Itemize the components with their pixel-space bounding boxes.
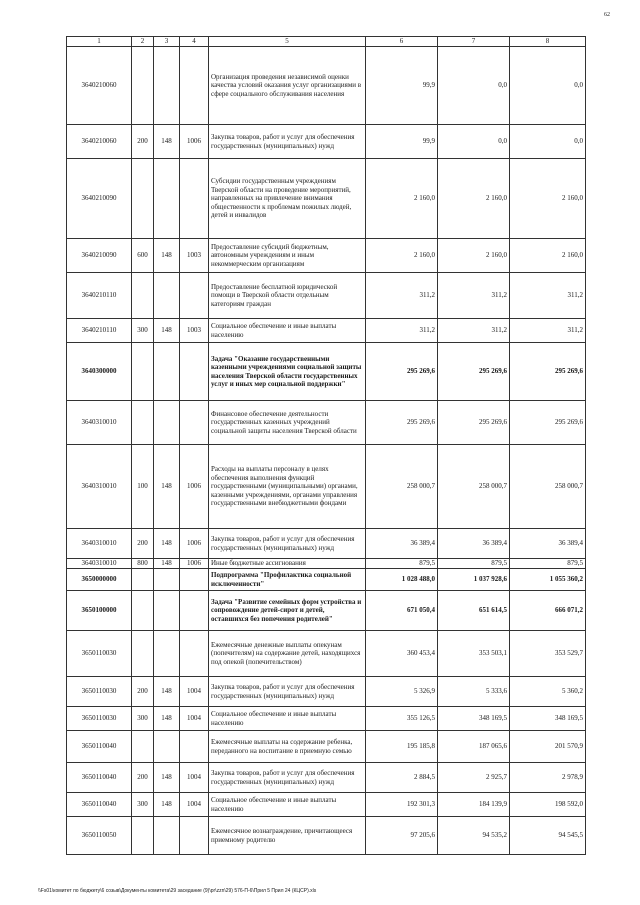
row-amount-7: 0,0 (438, 47, 510, 125)
row-expense-type: 200 (132, 529, 154, 559)
row-department (154, 401, 180, 445)
row-expense-type (132, 159, 154, 239)
row-amount-7: 1 037 928,6 (438, 569, 510, 591)
row-section (180, 47, 209, 125)
row-amount-8: 311,2 (510, 273, 586, 319)
row-department: 148 (154, 707, 180, 731)
row-section: 1004 (180, 677, 209, 707)
table-row (67, 239, 586, 273)
row-description: Ежемесячные денежные выплаты опекунам (попечителям) на содержание детей, находящихся под опекой (попечительством) (209, 631, 366, 677)
budget-table (66, 36, 586, 855)
row-expense-type (132, 731, 154, 763)
row-department (154, 817, 180, 855)
row-amount-6: 360 453,4 (366, 631, 438, 677)
row-amount-7: 2 160,0 (438, 159, 510, 239)
table-row (67, 677, 586, 707)
row-department: 148 (154, 763, 180, 793)
column-header-1: 1 (67, 37, 132, 47)
row-description: Задача "Развитие семейных форм устройства и сопровождение детей-сирот и детей, оставшихся без попечения родителей" (209, 591, 366, 631)
row-amount-8: 0,0 (510, 47, 586, 125)
column-header-5: 5 (209, 37, 366, 47)
row-code: 3650000000 (67, 569, 132, 591)
table-row (67, 631, 586, 677)
row-expense-type: 300 (132, 793, 154, 817)
row-expense-type: 600 (132, 239, 154, 273)
table-row (67, 343, 586, 401)
row-amount-7: 2 925,7 (438, 763, 510, 793)
row-description: Социальное обеспечение и иные выплаты населению (209, 319, 366, 343)
row-amount-6: 295 269,6 (366, 401, 438, 445)
row-department (154, 569, 180, 591)
row-code: 3640310010 (67, 529, 132, 559)
table-row (67, 559, 586, 569)
row-section (180, 159, 209, 239)
row-amount-7: 258 000,7 (438, 445, 510, 529)
row-section: 1006 (180, 125, 209, 159)
row-section: 1004 (180, 793, 209, 817)
row-amount-7: 295 269,6 (438, 401, 510, 445)
row-department: 148 (154, 559, 180, 569)
row-description: Ежемесячные выплаты на содержание ребенка, переданного на воспитание в приемную семью (209, 731, 366, 763)
row-amount-8: 258 000,7 (510, 445, 586, 529)
row-section: 1003 (180, 319, 209, 343)
row-description: Социальное обеспечение и иные выплаты населению (209, 793, 366, 817)
row-code: 3650100000 (67, 591, 132, 631)
row-amount-7: 5 333,6 (438, 677, 510, 707)
row-description: Финансовое обеспечение деятельности государственных казенных учреждений социальной защиты населения Тверской области (209, 401, 366, 445)
table-row (67, 319, 586, 343)
row-code: 3650110030 (67, 707, 132, 731)
row-code: 3640310010 (67, 401, 132, 445)
row-code: 3640310010 (67, 559, 132, 569)
row-description: Подпрограмма "Профилактика социальной исключенности" (209, 569, 366, 591)
row-amount-8: 311,2 (510, 319, 586, 343)
row-expense-type: 200 (132, 125, 154, 159)
table-row (67, 793, 586, 817)
row-section (180, 569, 209, 591)
row-department (154, 47, 180, 125)
row-amount-6: 258 000,7 (366, 445, 438, 529)
row-expense-type (132, 273, 154, 319)
row-section (180, 731, 209, 763)
row-expense-type: 800 (132, 559, 154, 569)
row-code: 3640310010 (67, 445, 132, 529)
row-expense-type (132, 343, 154, 401)
table-row (67, 445, 586, 529)
row-section: 1004 (180, 763, 209, 793)
row-amount-6: 36 389,4 (366, 529, 438, 559)
row-department: 148 (154, 677, 180, 707)
column-header-2: 2 (132, 37, 154, 47)
row-description: Расходы на выплаты персоналу в целях обеспечения выполнения функций государственными (муниципальными) органами, казенными учреждениями, органами управления государственными внебюджетными фондами (209, 445, 366, 529)
row-code: 3650110040 (67, 763, 132, 793)
row-amount-7: 879,5 (438, 559, 510, 569)
row-expense-type: 100 (132, 445, 154, 529)
row-expense-type (132, 631, 154, 677)
row-code: 3640210060 (67, 125, 132, 159)
row-amount-7: 2 160,0 (438, 239, 510, 273)
row-amount-8: 666 071,2 (510, 591, 586, 631)
row-amount-7: 295 269,6 (438, 343, 510, 401)
row-amount-7: 348 169,5 (438, 707, 510, 731)
row-amount-6: 99,9 (366, 47, 438, 125)
column-header-4: 4 (180, 37, 209, 47)
row-section: 1003 (180, 239, 209, 273)
row-amount-7: 184 139,9 (438, 793, 510, 817)
row-amount-8: 0,0 (510, 125, 586, 159)
row-code: 3650110050 (67, 817, 132, 855)
table-row (67, 125, 586, 159)
column-header-8: 8 (510, 37, 586, 47)
row-description: Иные бюджетные ассигнования (209, 559, 366, 569)
row-expense-type: 200 (132, 677, 154, 707)
row-expense-type (132, 591, 154, 631)
row-amount-6: 295 269,6 (366, 343, 438, 401)
table-row (67, 47, 586, 125)
row-amount-6: 671 050,4 (366, 591, 438, 631)
row-code: 3640210090 (67, 239, 132, 273)
row-code: 3650110030 (67, 677, 132, 707)
row-code: 3650110030 (67, 631, 132, 677)
row-amount-8: 295 269,6 (510, 401, 586, 445)
row-code: 3640210090 (67, 159, 132, 239)
table-row (67, 273, 586, 319)
row-expense-type (132, 817, 154, 855)
row-amount-8: 295 269,6 (510, 343, 586, 401)
row-amount-8: 2 978,9 (510, 763, 586, 793)
row-amount-6: 311,2 (366, 319, 438, 343)
row-department (154, 159, 180, 239)
row-description: Закупка товаров, работ и услуг для обеспечения государственных (муниципальных) нужд (209, 677, 366, 707)
row-section: 1006 (180, 445, 209, 529)
row-expense-type (132, 47, 154, 125)
row-amount-8: 2 160,0 (510, 239, 586, 273)
row-expense-type: 300 (132, 707, 154, 731)
row-description: Предоставление бесплатной юридической помощи в Тверской области отдельным категориям граждан (209, 273, 366, 319)
row-amount-6: 97 205,6 (366, 817, 438, 855)
row-expense-type (132, 569, 154, 591)
row-amount-7: 651 614,5 (438, 591, 510, 631)
row-amount-8: 201 570,9 (510, 731, 586, 763)
row-description: Закупка товаров, работ и услуг для обеспечения государственных (муниципальных) нужд (209, 125, 366, 159)
table-header-row (67, 37, 586, 47)
row-amount-7: 36 389,4 (438, 529, 510, 559)
row-amount-8: 353 529,7 (510, 631, 586, 677)
row-amount-6: 2 160,0 (366, 159, 438, 239)
row-department: 148 (154, 125, 180, 159)
row-amount-8: 5 360,2 (510, 677, 586, 707)
row-amount-6: 99,9 (366, 125, 438, 159)
row-amount-6: 2 160,0 (366, 239, 438, 273)
row-section (180, 631, 209, 677)
row-amount-7: 0,0 (438, 125, 510, 159)
row-amount-6: 2 884,5 (366, 763, 438, 793)
row-amount-8: 94 545,5 (510, 817, 586, 855)
column-header-6: 6 (366, 37, 438, 47)
row-description: Закупка товаров, работ и услуг для обеспечения государственных (муниципальных) нужд (209, 763, 366, 793)
row-department (154, 343, 180, 401)
row-expense-type: 300 (132, 319, 154, 343)
row-description: Субсидии государственным учреждениям Тверской области на проведение мероприятий, направленных на привлечение внимания общественности к проблемам пожилых людей, детей и инвалидов (209, 159, 366, 239)
table-row (67, 401, 586, 445)
row-amount-6: 311,2 (366, 273, 438, 319)
row-amount-8: 879,5 (510, 559, 586, 569)
table-row (67, 707, 586, 731)
row-department: 148 (154, 319, 180, 343)
column-header-3: 3 (154, 37, 180, 47)
row-code: 3640210110 (67, 273, 132, 319)
row-code: 3640210060 (67, 47, 132, 125)
row-section (180, 273, 209, 319)
row-description: Предоставление субсидий бюджетным, автономным учреждениям и иным некоммерческим организациям (209, 239, 366, 273)
page-number: 62 (604, 12, 610, 18)
row-section: 1006 (180, 529, 209, 559)
table-row (67, 591, 586, 631)
row-amount-7: 187 065,6 (438, 731, 510, 763)
row-code: 3650110040 (67, 731, 132, 763)
row-amount-6: 195 185,8 (366, 731, 438, 763)
row-amount-7: 353 503,1 (438, 631, 510, 677)
column-header-7: 7 (438, 37, 510, 47)
row-department: 148 (154, 445, 180, 529)
table-row (67, 569, 586, 591)
row-amount-6: 192 301,3 (366, 793, 438, 817)
row-amount-6: 5 326,9 (366, 677, 438, 707)
row-amount-7: 311,2 (438, 319, 510, 343)
row-description: Организация проведения независимой оценки качества условий оказания услуг организациями в сфере социального обслуживания населения (209, 47, 366, 125)
row-department (154, 731, 180, 763)
table-row (67, 763, 586, 793)
row-amount-6: 879,5 (366, 559, 438, 569)
row-department: 148 (154, 239, 180, 273)
row-department (154, 591, 180, 631)
row-amount-8: 198 592,0 (510, 793, 586, 817)
row-code: 3640210110 (67, 319, 132, 343)
footer-file-path: \\Fs01\комитет по бюджету\6 созыв\Документы комитета\29 заседание (9)\pr\zzn\29) 576-П-6\Прил 5 Прил 24 (КЦСР).xls (38, 888, 317, 894)
row-amount-6: 355 126,5 (366, 707, 438, 731)
row-code: 3640300000 (67, 343, 132, 401)
row-description: Ежемесячное вознаграждение, причитающееся приемному родителю (209, 817, 366, 855)
row-department (154, 273, 180, 319)
row-department (154, 631, 180, 677)
row-department: 148 (154, 529, 180, 559)
row-section: 1004 (180, 707, 209, 731)
table-row (67, 731, 586, 763)
table-row (67, 817, 586, 855)
row-amount-6: 1 028 488,0 (366, 569, 438, 591)
row-section (180, 401, 209, 445)
row-section (180, 343, 209, 401)
table-row (67, 159, 586, 239)
row-expense-type (132, 401, 154, 445)
row-amount-8: 348 169,5 (510, 707, 586, 731)
row-amount-8: 1 055 360,2 (510, 569, 586, 591)
row-amount-8: 2 160,0 (510, 159, 586, 239)
row-amount-7: 311,2 (438, 273, 510, 319)
row-section: 1006 (180, 559, 209, 569)
row-section (180, 817, 209, 855)
table-row (67, 529, 586, 559)
row-code: 3650110040 (67, 793, 132, 817)
row-amount-8: 36 389,4 (510, 529, 586, 559)
row-section (180, 591, 209, 631)
row-description: Социальное обеспечение и иные выплаты населению (209, 707, 366, 731)
row-description: Закупка товаров, работ и услуг для обеспечения государственных (муниципальных) нужд (209, 529, 366, 559)
row-department: 148 (154, 793, 180, 817)
row-expense-type: 200 (132, 763, 154, 793)
row-amount-7: 94 535,2 (438, 817, 510, 855)
row-description: Задача "Оказание государственными казенными учреждениями социальной защиты населения Тверской области государственных услуг и иных мер социальной поддержки" (209, 343, 366, 401)
